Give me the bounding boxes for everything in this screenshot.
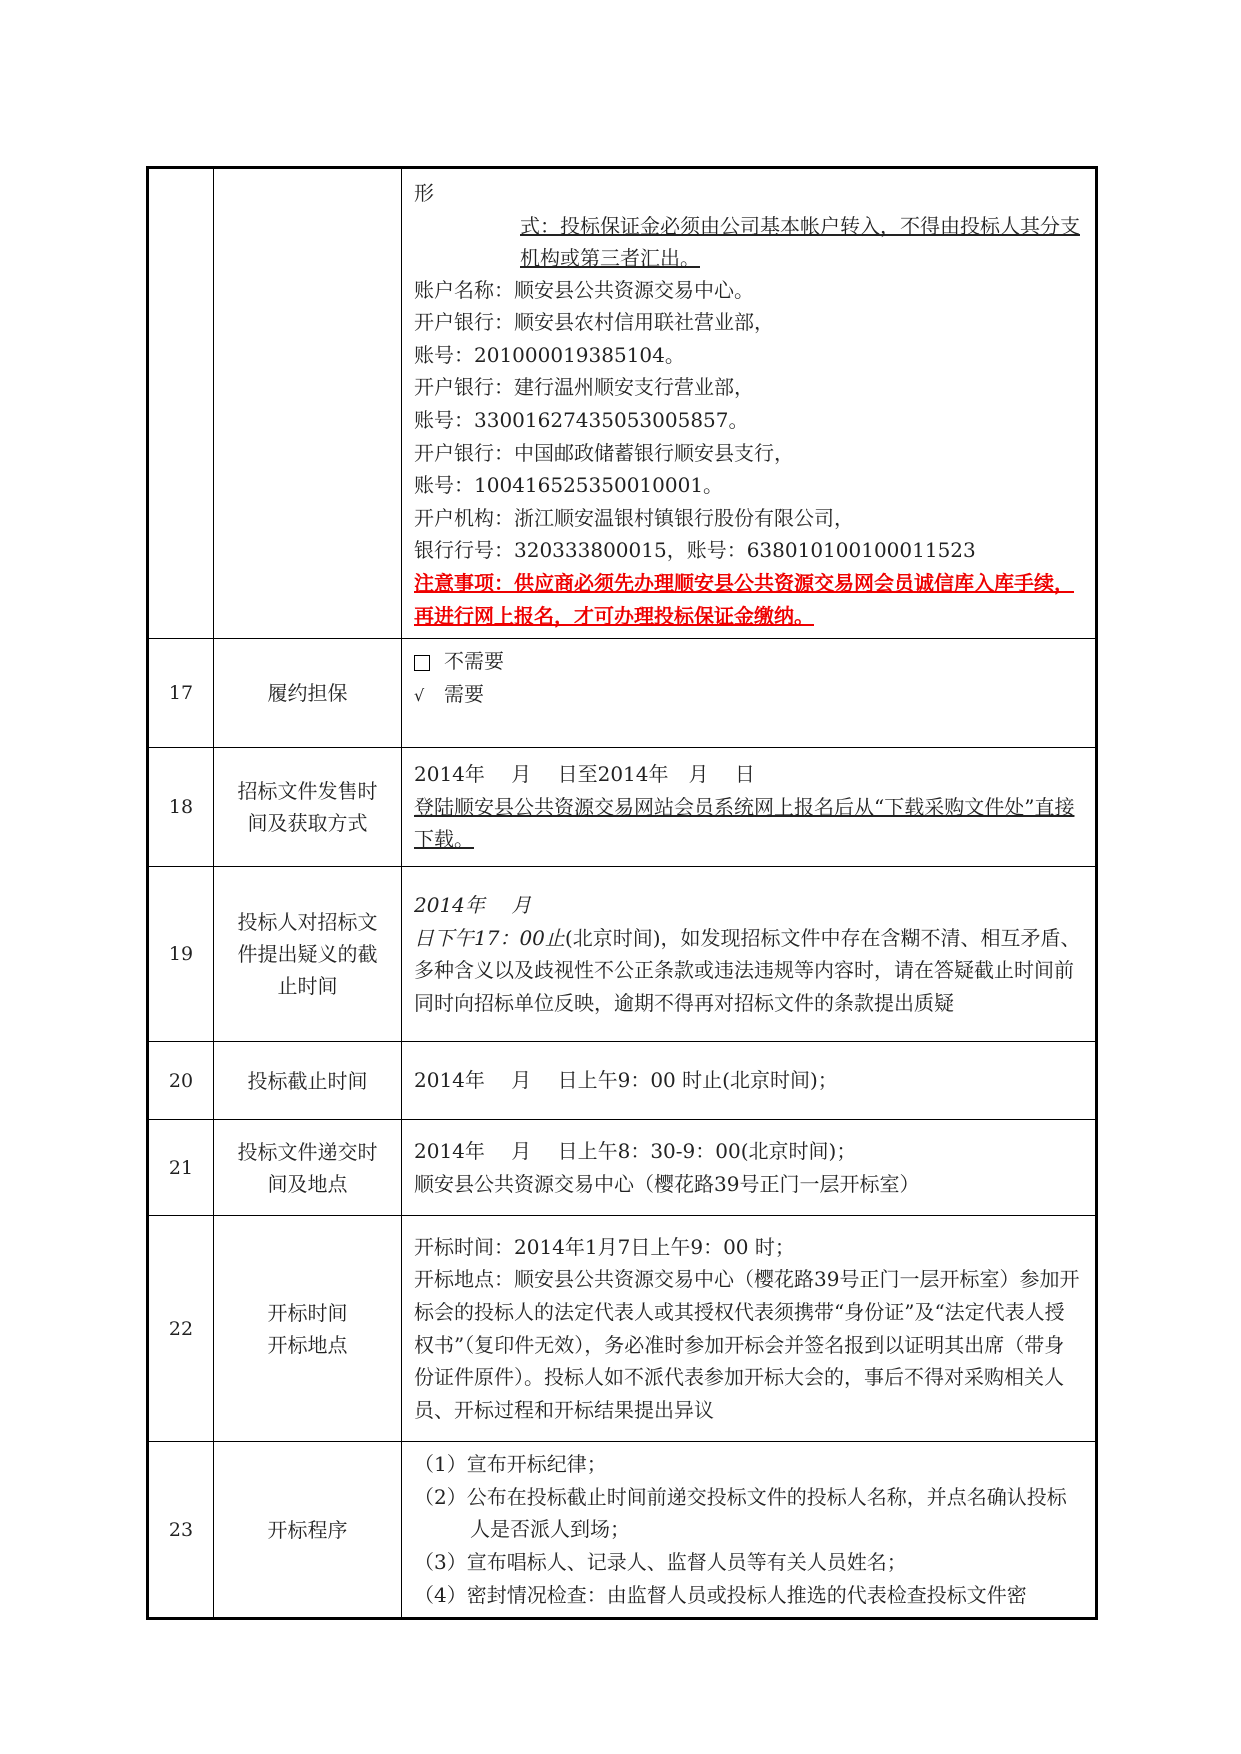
deposit-requirement: 式：投标保证金必须由公司基本帐户转入，不得由投标人其分支机构或第三者汇出。 <box>520 213 1080 270</box>
row-number: 23 <box>148 1442 214 1619</box>
row-item: 投标文件递交时间及地点 <box>214 1120 402 1216</box>
query-deadline-note: (北京时间)，如发现招标文件中存在含糊不清、相互矛盾、多种含义以及歧视性不公正条款或违法违规等内容时，请在答疑截止时间前同时向招标单位反映，逾期不得再对招标文件的条款提出质疑 <box>414 925 1081 1015</box>
table-row-17 <box>148 639 1097 748</box>
row-item: 投标人对招标文件提出疑义的截止时间 <box>214 867 402 1042</box>
submission-time: 2014年 月 日上午8：30-9：00(北京时间)； <box>414 1139 857 1164</box>
account-2: 账号：33001627435053005857。 <box>414 407 749 432</box>
row-content <box>402 639 1097 748</box>
sale-period: 2014年 月 日至2014年 月 日 <box>414 762 755 787</box>
row-number: 21 <box>148 1120 214 1216</box>
row-content: 2014年 月 日上午9：00 时止(北京时间)； <box>402 1042 1097 1120</box>
table-row-23 <box>148 1442 1097 1619</box>
opening-place: 开标地点：顺安县公共资源交易中心（樱花路39号正门一层开标室）参加开标会的投标人的法定代表人或其授权代表须携带“身份证”及“法定代表人授权书”（复印件无效），务必准时参加开标会并签名报到以证明其出席（带身份证件原件）。投标人如不派代表参加开标大会的，事后不得对采购相关人员、开标过程和开标结果提出异议 <box>414 1267 1080 1422</box>
row-content <box>402 1442 1097 1619</box>
bank-code-account: 银行行号：320333800015，账号：638010100100011523 <box>414 538 976 563</box>
row-number: 19 <box>148 867 214 1042</box>
option-not-required <box>414 645 1083 678</box>
table-row-19 <box>148 867 1097 1042</box>
bank-2: 开户银行：建行温州顺安支行营业部， <box>414 375 754 400</box>
row-number-cell <box>148 168 214 639</box>
procedure-step: （4）密封情况检查：由监督人员或投标人推选的代表检查投标文件密 <box>414 1582 1027 1607</box>
row-item-cell <box>214 168 402 639</box>
row-number: 18 <box>148 748 214 867</box>
checkbox-unchecked-icon <box>414 655 430 671</box>
notice-text: 注意事项：供应商必须先办理顺安县公共资源交易网会员诚信库入库手续，再进行网上报名，才可办理投标保证金缴纳。 <box>414 570 1074 628</box>
row-number: 20 <box>148 1042 214 1120</box>
procedure-step: （3）宣布唱标人、记录人、监督人员等有关人员姓名； <box>414 1549 907 1574</box>
bank-1: 开户银行：顺安县农村信用联社营业部， <box>414 310 774 335</box>
table-row-22 <box>148 1216 1097 1442</box>
procedure-step: （2）公布在投标截止时间前递交投标文件的投标人名称，并点名确认投标人是否派人到场； <box>414 1484 1067 1542</box>
option-label: 需要 <box>444 681 484 706</box>
account-name: 账户名称：顺安县公共资源交易中心。 <box>414 277 754 302</box>
download-method: 登陆顺安县公共资源交易网站会员系统网上报名后从“下载采购文件处”直接下载。 <box>414 794 1075 852</box>
table-row-21 <box>148 1120 1097 1216</box>
row-content <box>402 1120 1097 1216</box>
item-line: 开标地点 <box>267 1332 348 1357</box>
row-item: 履约担保 <box>214 639 402 748</box>
item-line: 开标时间 <box>267 1300 348 1325</box>
row-content <box>402 748 1097 867</box>
row-number: 22 <box>148 1216 214 1442</box>
row-number: 17 <box>148 639 214 748</box>
table-row-20 <box>148 1042 1097 1120</box>
bank-3: 开户银行：中国邮政储蓄银行顺安县支行， <box>414 440 794 465</box>
row-item: 招标文件发售时间及获取方式 <box>214 748 402 867</box>
checkbox-checked-icon: √ <box>414 685 425 705</box>
row-item: 开标程序 <box>214 1442 402 1619</box>
row-content <box>402 1216 1097 1442</box>
row-item <box>214 1216 402 1442</box>
query-deadline-text <box>414 926 1081 1015</box>
row-content-cell <box>402 168 1097 639</box>
opening-time: 开标时间：2014年1月7日上午9：00 时； <box>414 1234 795 1259</box>
query-deadline-date: 2014年 月 <box>414 892 532 917</box>
row-content <box>402 867 1097 1042</box>
account-1: 账号：201000019385104。 <box>414 342 685 367</box>
table-row-16 <box>148 168 1097 639</box>
procedure-step: （1）宣布开标纪律； <box>414 1452 607 1477</box>
option-label: 不需要 <box>444 649 504 674</box>
account-3: 账号：100416525350010001。 <box>414 473 724 498</box>
option-required <box>414 678 1083 713</box>
row-item: 投标截止时间 <box>214 1042 402 1120</box>
bidding-info-table <box>146 166 1098 1620</box>
form-label: 形 <box>414 181 434 205</box>
table-row-18 <box>148 748 1097 867</box>
bank-4: 开户机构：浙江顺安温银村镇银行股份有限公司， <box>414 505 854 530</box>
query-deadline-time: 日下午17：00止 <box>414 925 565 950</box>
submission-place: 顺安县公共资源交易中心（樱花路39号正门一层开标室） <box>414 1171 920 1196</box>
